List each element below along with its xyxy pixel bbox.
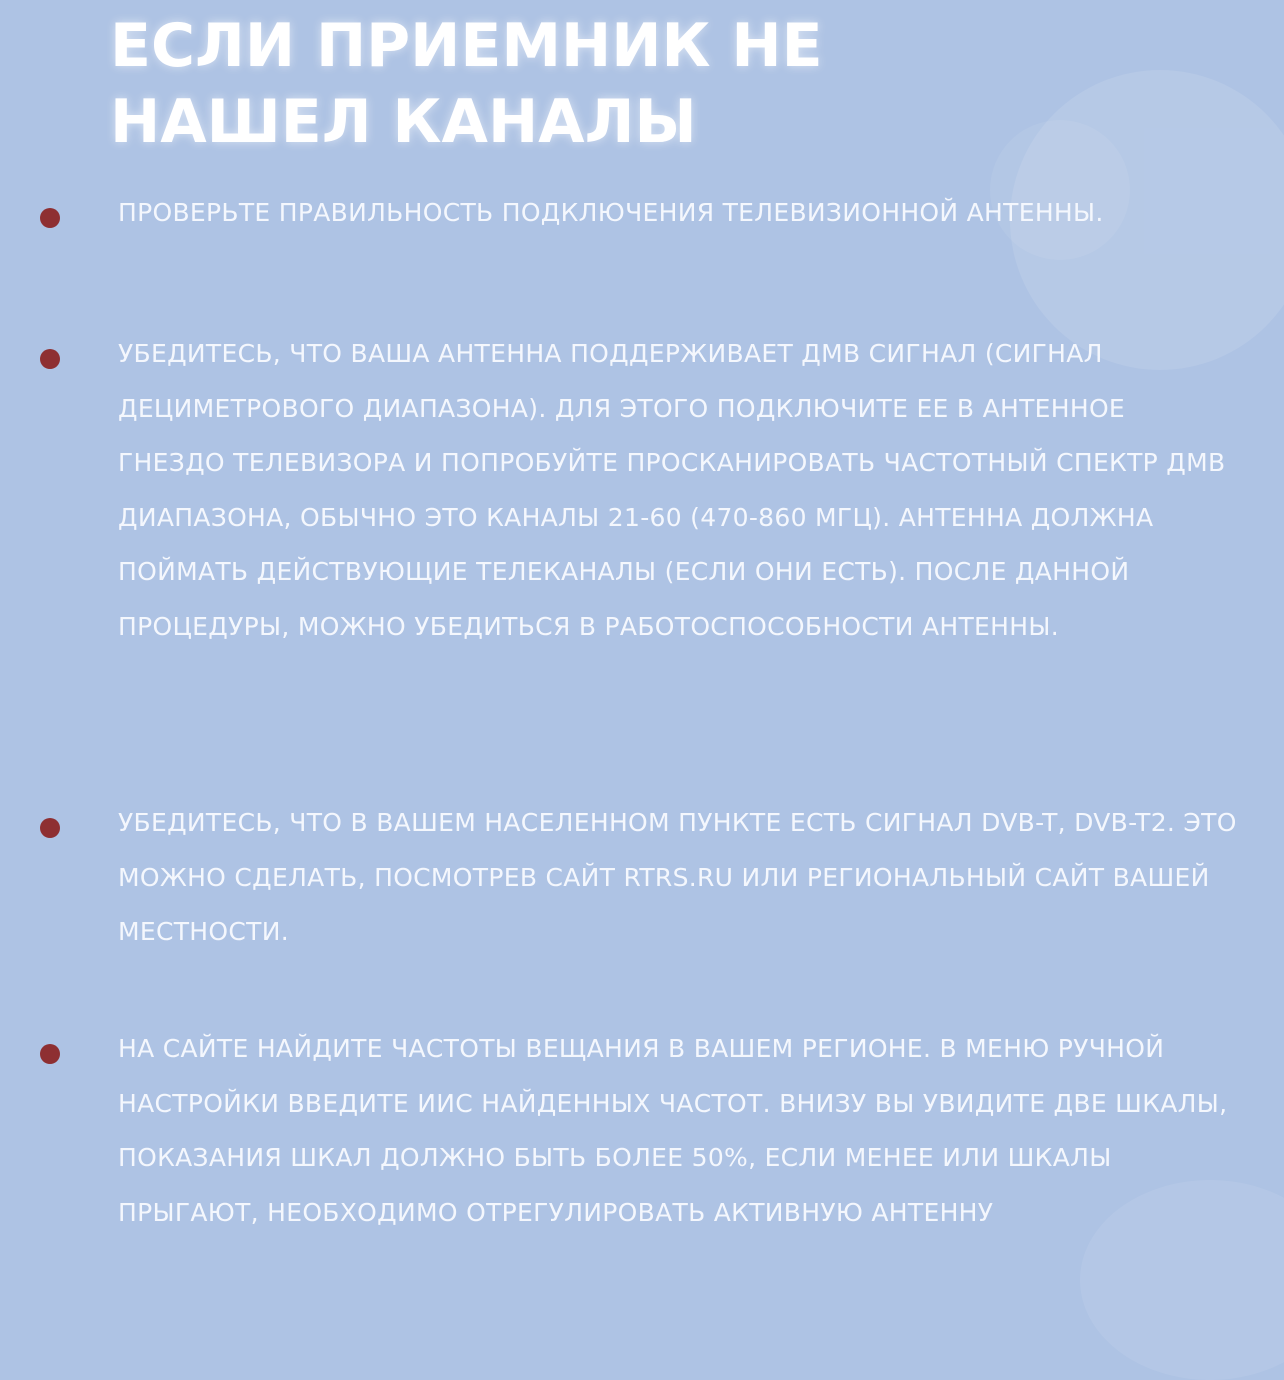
bullet-dot-icon <box>40 349 60 369</box>
bullet-dot-icon <box>40 818 60 838</box>
title-line-2: НАШЕЛ КАНАЛЫ <box>110 87 697 157</box>
list-item-text: УБЕДИТЕСЬ, ЧТО ВАША АНТЕННА ПОДДЕРЖИВАЕТ ДМВ СИГНАЛ (СИГНАЛ ДЕЦИМЕТРОВОГО ДИАПАЗОНА). ДЛЯ ЭТОГО ПОДКЛЮЧИТЕ ЕЕ В АНТЕННОЕ ГНЕЗДО ТЕЛЕВИЗОРА И ПОПРОБУЙТЕ ПРОСКАНИРОВАТЬ ЧАСТОТНЫЙ СПЕКТР ДМВ ДИАПАЗОНА, ОБЫЧНО ЭТО КАНАЛЫ 21-60 (470-860 МГЦ). АНТЕННА ДОЛЖНА ПОЙМАТЬ ДЕЙСТВУЮЩИЕ ТЕЛЕКАНАЛЫ (ЕСЛИ ОНИ ЕСТЬ). ПОСЛЕ ДАННОЙ ПРОЦЕДУРЫ, МОЖНО УБЕДИТЬСЯ В РАБОТОСПОСОБНОСТИ АНТЕННЫ. <box>118 339 1226 641</box>
list-item-text: НА САЙТЕ НАЙДИТЕ ЧАСТОТЫ ВЕЩАНИЯ В ВАШЕМ РЕГИОНЕ. В МЕНЮ РУЧНОЙ НАСТРОЙКИ ВВЕДИТЕ ИИС НАЙДЕННЫХ ЧАСТОТ. ВНИЗУ ВЫ УВИДИТЕ ДВЕ ШКАЛЫ, ПОКАЗАНИЯ ШКАЛ ДОЛЖНО БЫТЬ БОЛЕЕ 50%, ЕСЛИ МЕНЕЕ ИЛИ ШКАЛЫ ПРЫГАЮТ, НЕОБХОДИМО ОТРЕГУЛИРОВАТЬ АКТИВНУЮ АНТЕННУ <box>118 1034 1228 1227</box>
title-line-1: ЕСЛИ ПРИЕМНИК НЕ <box>110 11 823 81</box>
list-item-text: ПРОВЕРЬТЕ ПРАВИЛЬНОСТЬ ПОДКЛЮЧЕНИЯ ТЕЛЕВИЗИОННОЙ АНТЕННЫ. <box>118 198 1104 227</box>
bullet-dot-icon <box>40 1044 60 1064</box>
list-item-text: УБЕДИТЕСЬ, ЧТО В ВАШЕМ НАСЕЛЕННОМ ПУНКТЕ ЕСТЬ СИГНАЛ DVB-T, DVB-T2. ЭТО МОЖНО СДЕЛАТЬ, ПОСМОТРЕВ САЙТ RTRS.RU ИЛИ РЕГИОНАЛЬНЫЙ САЙТ ВАШЕЙ МЕСТНОСТИ. <box>118 808 1237 946</box>
bullet-dot-icon <box>40 208 60 228</box>
